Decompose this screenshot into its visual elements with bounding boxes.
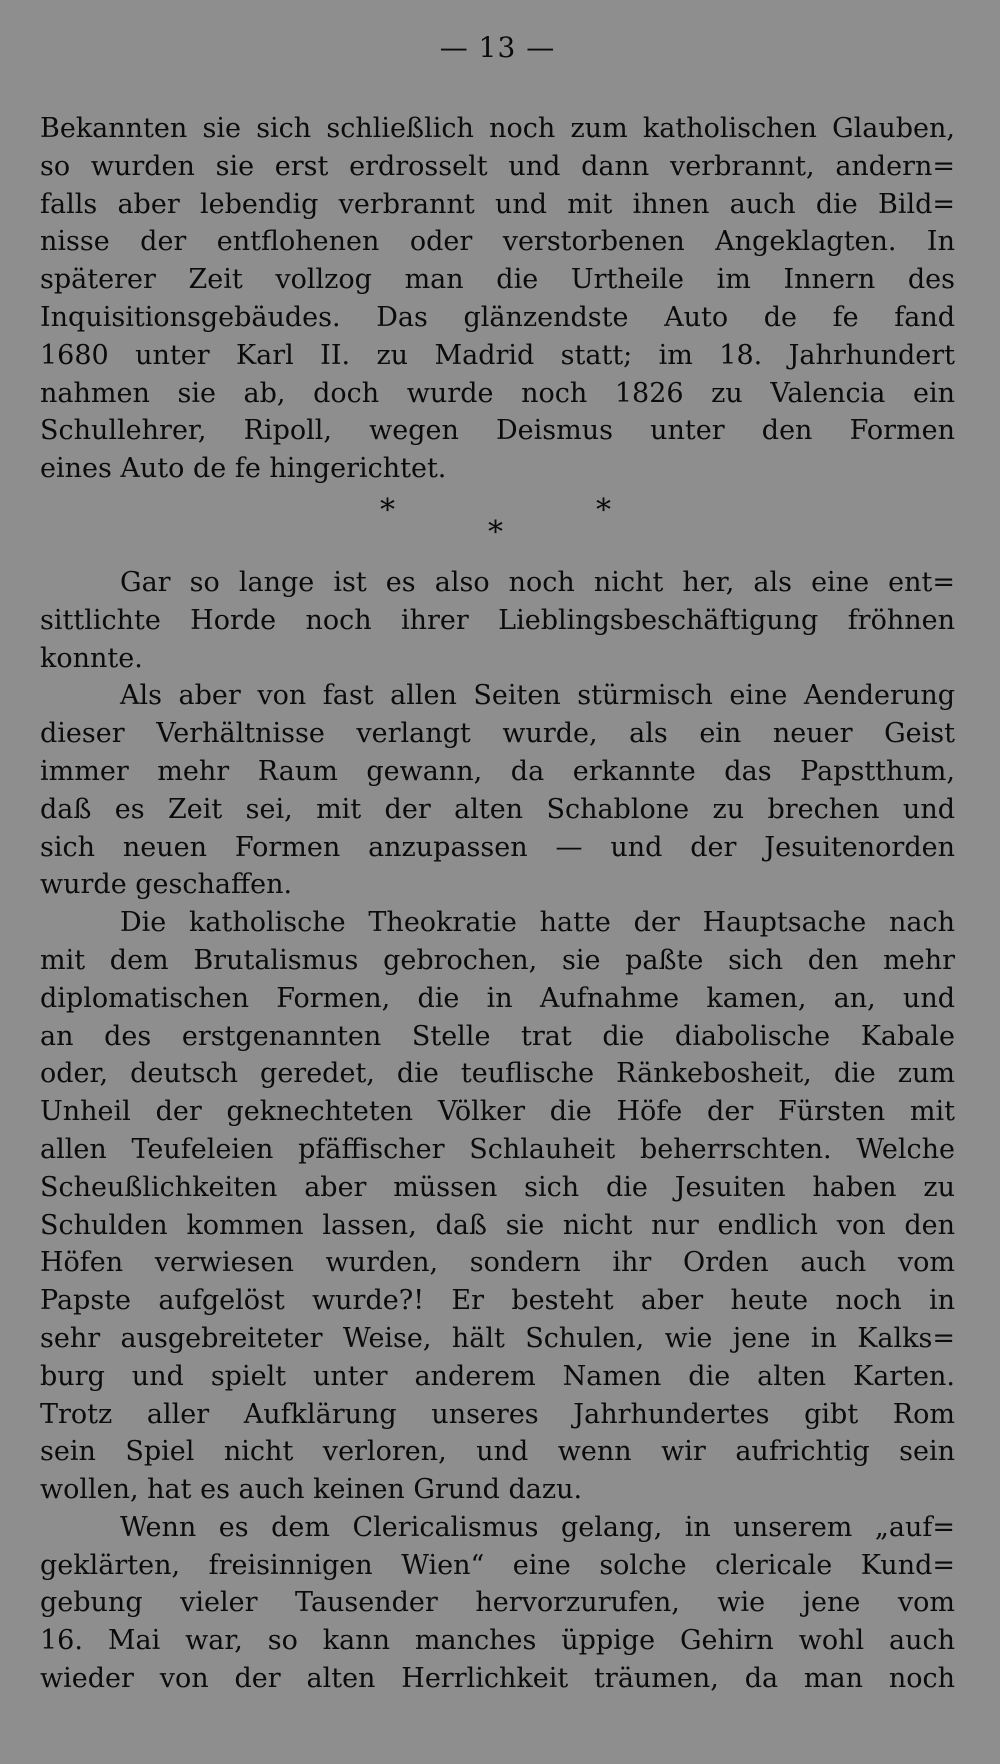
text-line: geklärten, freisinnigen Wien“ eine solche clericale Kund= [40, 1549, 955, 1581]
text-line: diplomatischen Formen, die in Aufnahme kamen, an, und [40, 982, 955, 1014]
text-line: allen Teufeleien pfäffischer Schlauheit beherrschten. Welche [40, 1133, 955, 1165]
text-line: sittlichte Horde noch ihrer Lieblingsbeschäftigung fröhnen [40, 604, 955, 636]
text-line: Schulden kommen lassen, daß sie nicht nur endlich von den [40, 1209, 955, 1241]
text-line: Inquisitionsgebäudes. Das glänzendste Auto de fe fand [40, 301, 955, 333]
text-line: burg und spielt unter anderem Namen die alten Karten. [40, 1360, 955, 1392]
text-line: nahmen sie ab, doch wurde noch 1826 zu Valencia ein [40, 377, 955, 409]
text-line: gebung vieler Tausender hervorzurufen, wie jene vom [40, 1587, 955, 1619]
paragraph [40, 677, 955, 904]
text-line: an des erstgenannten Stelle trat die diabolische Kabale [40, 1020, 955, 1052]
paragraph [40, 564, 955, 677]
text-line: wieder von der alten Herrlichkeit träumen, da man noch [40, 1663, 955, 1695]
text-line: so wurden sie erst erdrosselt und dann verbrannt, andern= [40, 150, 955, 182]
text-line: sein Spiel nicht verloren, und wenn wir aufrichtig sein [40, 1436, 955, 1468]
text-line: Scheußlichkeiten aber müssen sich die Jesuiten haben zu [40, 1171, 955, 1203]
paragraph-continuation [40, 110, 955, 488]
text-line: sich neuen Formen anzupassen — und der Jesuitenorden [40, 831, 955, 863]
text-line: Unheil der geknechteten Völker die Höfe der Fürsten mit [40, 1096, 955, 1128]
text-line: falls aber lebendig verbrannt und mit ihnen auch die Bild= [40, 188, 955, 220]
text-line: sehr ausgebreiteter Weise, hält Schulen, wie jene in Kalks= [40, 1322, 955, 1354]
text-line: Höfen verwiesen wurden, sondern ihr Orden auch vom [40, 1247, 955, 1279]
text-line: späterer Zeit vollzog man die Urtheile im Innern des [40, 264, 955, 296]
text-line: daß es Zeit sei, mit der alten Schablone zu brechen und [40, 793, 955, 825]
asterisk: * [488, 514, 503, 550]
text-line: Als aber von fast allen Seiten stürmisch eine Aenderung [120, 680, 955, 712]
text-line: Bekannten sie sich schließlich noch zum katholischen Glauben, [40, 113, 955, 144]
text-line: Papste aufgelöst wurde?! Er besteht aber heute noch in [40, 1285, 955, 1317]
text-line: wurde geschaffen. [40, 869, 293, 901]
text-line: eines Auto de fe hingerichtet. [40, 453, 447, 485]
paragraph [40, 1509, 955, 1698]
text-line: wollen, hat es auch keinen Grund dazu. [40, 1474, 583, 1506]
text-line: Schullehrer, Ripoll, wegen Deismus unter den Formen [40, 415, 955, 447]
text-line: dieser Verhältnisse verlangt wurde, als ein neuer Geist [40, 718, 955, 750]
asterisk: * [380, 492, 395, 528]
text-line: 1680 unter Karl II. zu Madrid statt; im 18. Jahrhundert [40, 339, 955, 371]
asterisk: * [596, 492, 611, 528]
text-line: oder, deutsch geredet, die teuflische Ränkebosheit, die zum [40, 1058, 955, 1090]
text-line: Trotz aller Aufklärung unseres Jahrhundertes gibt Rom [40, 1398, 955, 1430]
text-line: mit dem Brutalismus gebrochen, sie paßte sich den mehr [40, 944, 955, 976]
text-line: immer mehr Raum gewann, da erkannte das Papstthum, [40, 755, 955, 787]
text-line: Gar so lange ist es also noch nicht her, als eine ent= [120, 566, 955, 598]
text-line: Die katholische Theokratie hatte der Hauptsache nach [120, 907, 955, 939]
asterism-separator [40, 494, 955, 550]
paragraph [40, 904, 955, 1509]
text-line: 16. Mai war, so kann manches üppige Gehirn wohl auch [40, 1625, 955, 1657]
text-line: nisse der entflohenen oder verstorbenen Angeklagten. In [40, 226, 955, 258]
text-line: konnte. [40, 642, 143, 674]
page-number: — 13 — [439, 31, 556, 64]
text-line: Wenn es dem Clericalismus gelang, in unserem „auf= [120, 1511, 955, 1543]
